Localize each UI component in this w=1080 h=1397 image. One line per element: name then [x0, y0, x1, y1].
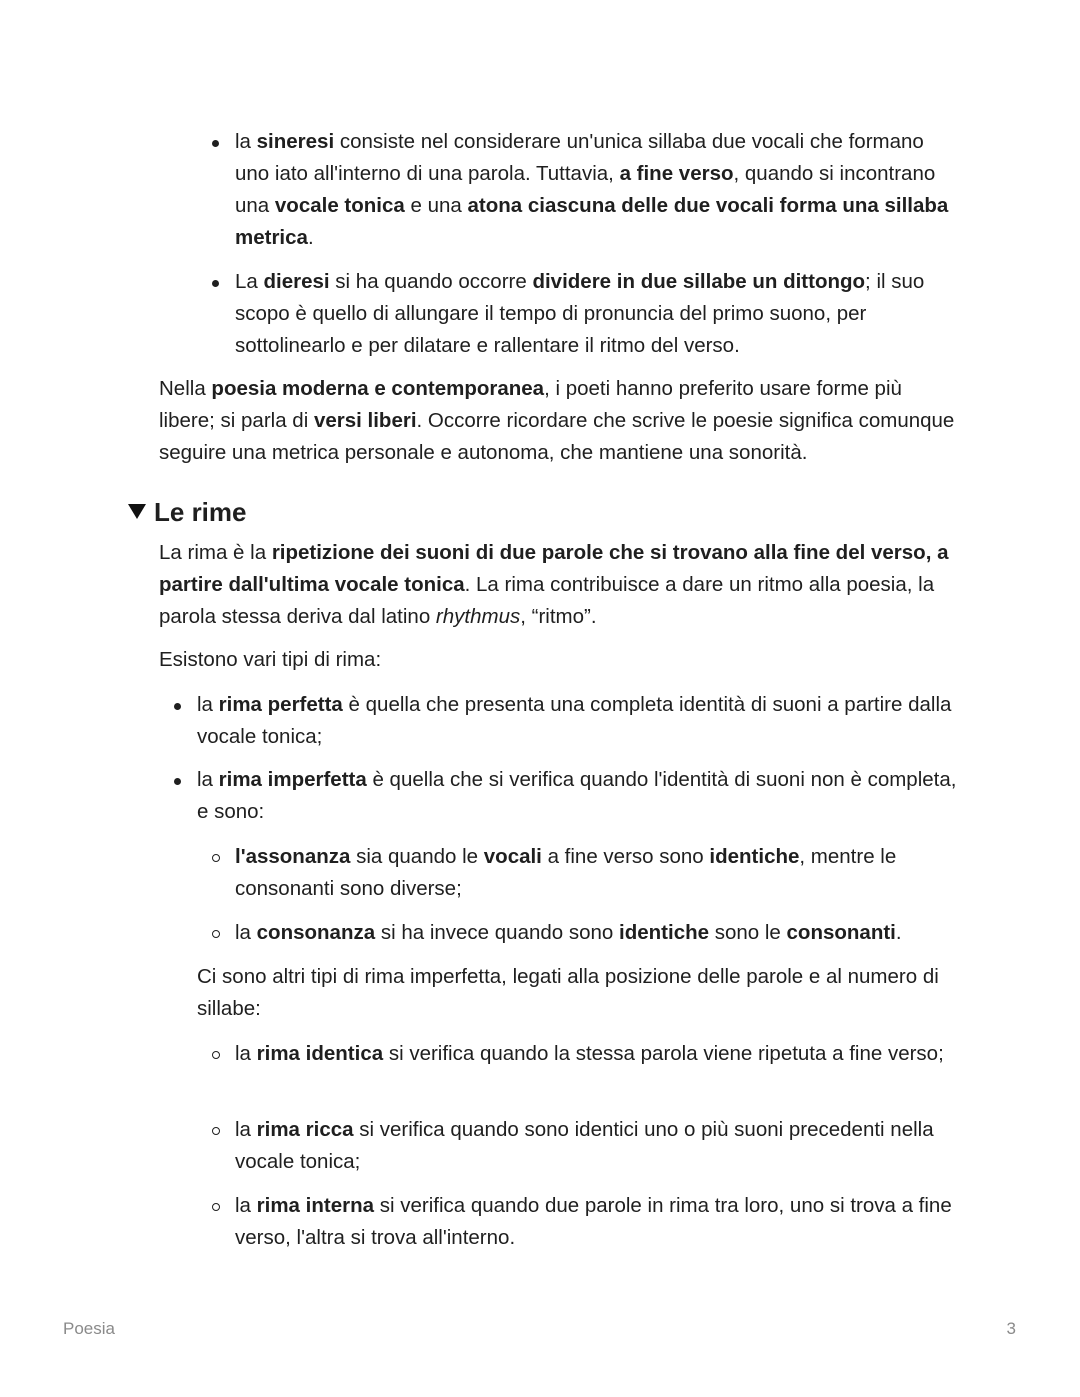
list-item-sineresi [235, 126, 960, 254]
text: la [235, 1194, 257, 1217]
text: sia quando le [350, 845, 484, 868]
section-heading-le-rime [128, 494, 247, 530]
bullet-circle [212, 1203, 220, 1211]
text: , “ritmo”. [520, 605, 597, 628]
text: la [235, 1118, 257, 1141]
text: a fine verso sono [541, 845, 710, 868]
bullet-circle [212, 854, 220, 862]
bold-term: sineresi [256, 130, 335, 153]
list-item-assonanza [235, 841, 960, 905]
bold-term: atona ciascuna delle due vocali forma una sillaba metrica [235, 194, 949, 249]
list-item-consonanza [235, 917, 960, 949]
heading-text: Le rime [154, 497, 247, 527]
text: la [235, 1042, 257, 1065]
bold-term: rima imperfetta [218, 768, 367, 791]
text: è quella che presenta una completa identità di suoni a partire dalla vocale tonica; [197, 693, 952, 748]
list-item-rima-identica [235, 1038, 960, 1070]
bold-term: a fine verso [619, 162, 734, 185]
text: e una [404, 194, 468, 217]
paragraph-tipi-intro: Esistono vari tipi di rima: [159, 648, 382, 671]
text: la [235, 130, 257, 153]
bold-term: dividere in due sillabe un dittongo [532, 270, 866, 293]
text: . La rima contribuisce a dare un ritmo alla poesia, la parola stessa deriva dal latino [159, 573, 935, 628]
text: si ha quando occorre [329, 270, 533, 293]
italic-term: rhythmus [435, 605, 521, 628]
text: . [895, 921, 902, 944]
footer-page-number: 3 [1006, 1319, 1016, 1338]
text: la [197, 768, 219, 791]
text: , mentre le consonanti sono diverse; [235, 845, 897, 900]
footer-document-title: Poesia [63, 1319, 115, 1338]
bold-term: dieresi [263, 270, 330, 293]
text: sono le [709, 921, 787, 944]
text: . Occorre ricordare che scrive le poesie significa comunque seguire una metrica personale e autonoma, che mantiene una sonorità. [159, 409, 955, 464]
paragraph-altri-tipi: Ci sono altri tipi di rima imperfetta, legati alla posizione delle parole e al numero di sillabe: [197, 965, 939, 1020]
paragraph-rima-intro [159, 537, 959, 633]
bold-term: rima identica [256, 1042, 384, 1065]
list-item-rima-imperfetta [197, 764, 957, 828]
bold-term: poesia moderna e contemporanea [211, 377, 545, 400]
bold-term: ripetizione dei suoni di due parole che si trovano alla fine del verso, a partire dall'ultima vocale tonica [159, 541, 949, 596]
text: Nella [159, 377, 212, 400]
bold-term: consonanti [786, 921, 896, 944]
bullet-circle [212, 1051, 220, 1059]
text: , quando si incontrano una [235, 162, 936, 217]
text: consiste nel considerare un'unica sillaba due vocali che formano uno iato all'interno di una parola. Tuttavia, [235, 130, 924, 185]
bullet-circle [212, 930, 220, 938]
bullet-disc [174, 703, 181, 710]
text: si verifica quando la stessa parola viene ripetuta a fine verso; [383, 1042, 944, 1065]
bullet-disc [174, 778, 181, 785]
list-item-dieresi [235, 266, 960, 362]
bold-term: rima ricca [256, 1118, 354, 1141]
text: La [235, 270, 264, 293]
text: La rima è la [159, 541, 272, 564]
list-item-rima-interna [235, 1190, 960, 1254]
bold-term: versi liberi [313, 409, 417, 432]
bold-term: vocali [483, 845, 542, 868]
bold-term: consonanza [256, 921, 376, 944]
toggle-triangle-icon[interactable] [128, 504, 146, 519]
list-item-rima-perfetta [197, 689, 957, 753]
text: , i poeti hanno preferito usare forme più libere; si parla di [159, 377, 902, 432]
text: la [197, 693, 219, 716]
bold-term: identiche [709, 845, 800, 868]
text: si ha invece quando sono [375, 921, 620, 944]
text: . [307, 226, 314, 249]
bold-term: identiche [619, 921, 710, 944]
text: ; il suo scopo è quello di allungare il tempo di pronuncia del primo suono, per sottolinearlo e per dilatare e rallentare il ritmo del verso. [235, 270, 925, 357]
bullet-disc [212, 140, 219, 147]
text: si verifica quando due parole in rima tra loro, uno si trova a fine verso, l'altra si trova all'interno. [235, 1194, 952, 1249]
text: si verifica quando sono identici uno o più suoni precedenti nella vocale tonica; [235, 1118, 934, 1173]
bold-term: rima interna [256, 1194, 375, 1217]
bold-term: l'assonanza [235, 845, 351, 868]
paragraph-poesia-moderna [159, 373, 959, 469]
bold-term: vocale tonica [274, 194, 405, 217]
bold-term: rima perfetta [218, 693, 343, 716]
bullet-circle [212, 1127, 220, 1135]
text: la [235, 921, 257, 944]
text: è quella che si verifica quando l'identità di suoni non è completa, e sono: [197, 768, 957, 823]
bullet-disc [212, 280, 219, 287]
list-item-rima-ricca [235, 1114, 960, 1178]
